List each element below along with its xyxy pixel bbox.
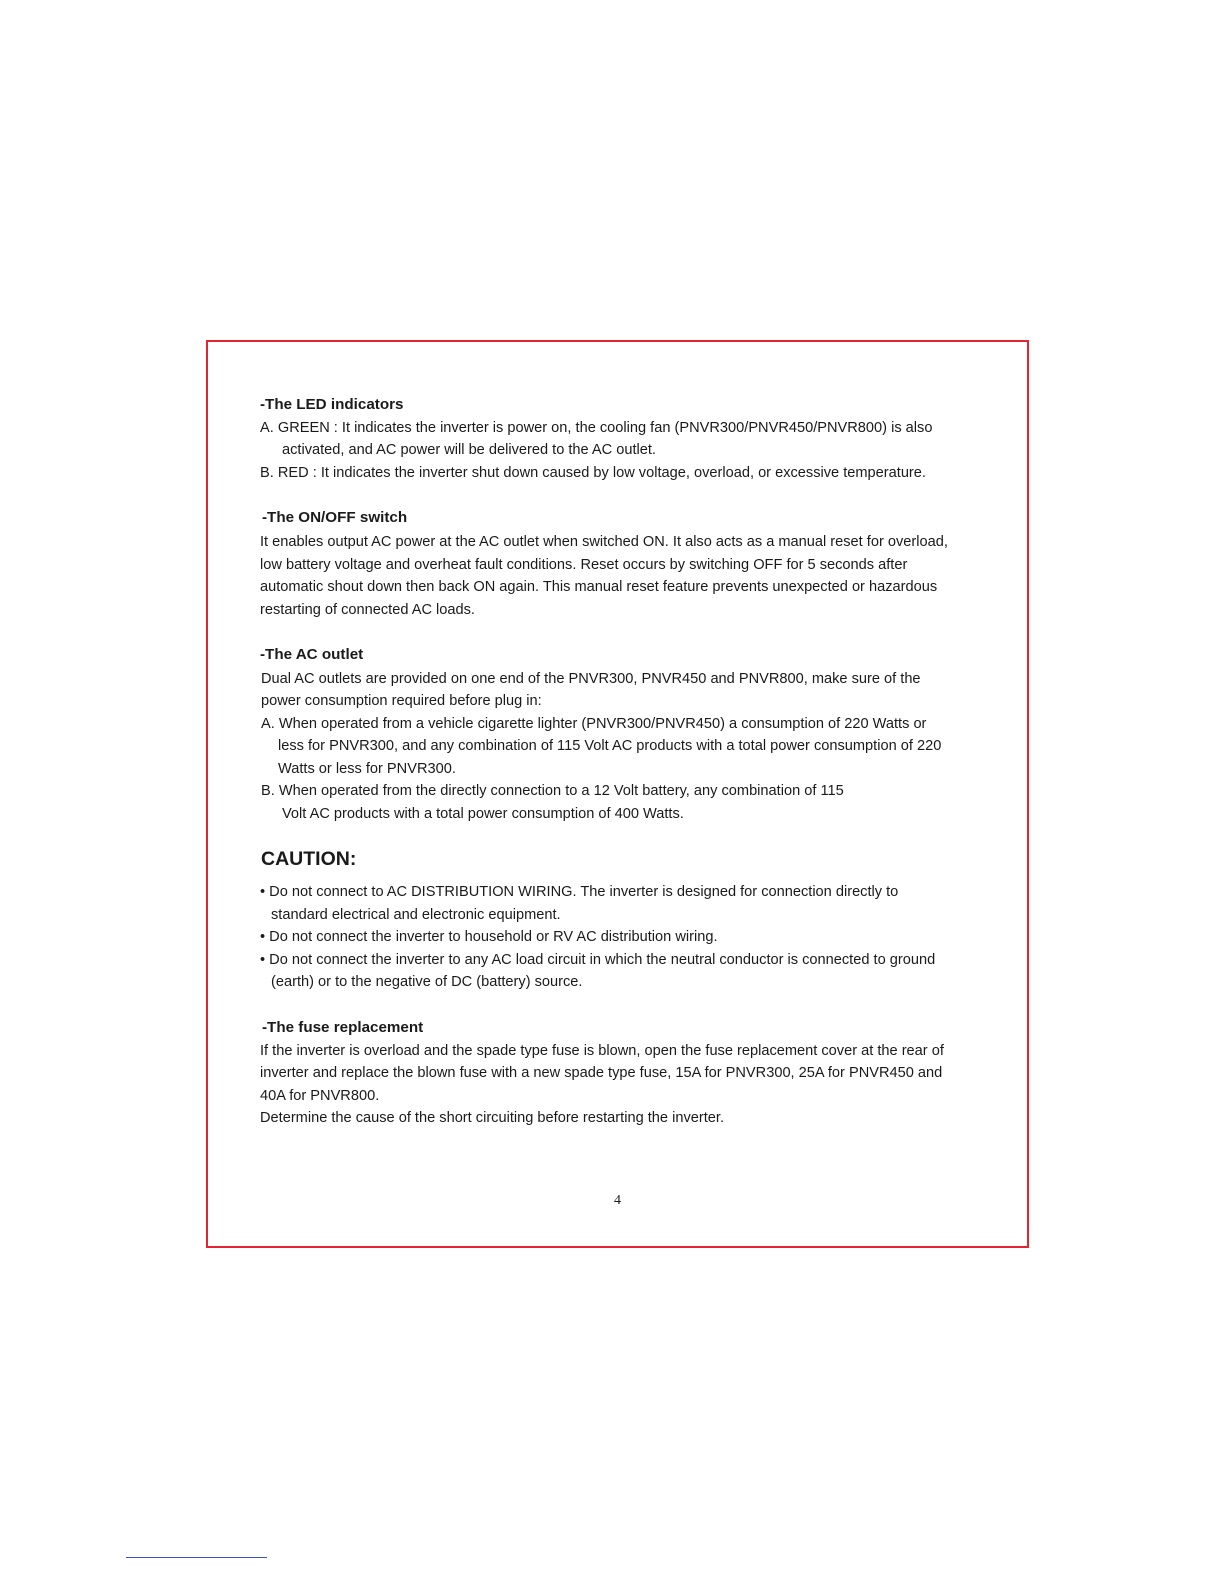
caution-line: (earth) or to the negative of DC (battery) source. (271, 974, 583, 990)
footnote-rule (126, 1557, 267, 1558)
caution-line: • Do not connect the inverter to any AC load circuit in which the neutral conductor is connected to ground (260, 952, 936, 968)
led-line: activated, and AC power will be delivered to the AC outlet. (282, 442, 656, 458)
switch-line: It enables output AC power at the AC outlet when switched ON. It also acts as a manual reset for overload, (260, 534, 948, 550)
caution-line: • Do not connect the inverter to household or RV AC distribution wiring. (260, 929, 718, 945)
outlet-line: Volt AC products with a total power consumption of 400 Watts. (282, 806, 684, 822)
switch-line: restarting of connected AC loads. (260, 602, 475, 618)
switch-heading: -The ON/OFF switch (262, 509, 408, 526)
fuse-heading: -The fuse replacement (262, 1019, 424, 1036)
outlet-line: Watts or less for PNVR300. (278, 761, 456, 777)
fuse-line: If the inverter is overload and the spade type fuse is blown, open the fuse replacement cover at the rear of (260, 1043, 944, 1059)
led-line: B. RED : It indicates the inverter shut down caused by low voltage, overload, or excessive temperature. (260, 465, 926, 481)
fuse-line: Determine the cause of the short circuiting before restarting the inverter. (260, 1110, 724, 1126)
led-line: A. GREEN : It indicates the inverter is power on, the cooling fan (PNVR300/PNVR450/PNVR800) is also (260, 420, 933, 436)
outlet-line: less for PNVR300, and any combination of 115 Volt AC products with a total power consumption of 220 (278, 738, 942, 754)
outlet-line: A. When operated from a vehicle cigarette lighter (PNVR300/PNVR450) a consumption of 220 Watts or (261, 716, 927, 732)
outlet-line: Dual AC outlets are provided on one end of the PNVR300, PNVR450 and PNVR800, make sure of the (261, 671, 921, 687)
outlet-line: power consumption required before plug in: (261, 693, 542, 709)
caution-heading: CAUTION: (261, 848, 357, 870)
outlet-line: B. When operated from the directly connection to a 12 Volt battery, any combination of 115 (261, 783, 844, 799)
switch-line: automatic shout down then back ON again. This manual reset feature prevents unexpected or hazardous (260, 579, 938, 595)
page-number: 4 (614, 1193, 621, 1208)
fuse-line: 40A for PNVR800. (260, 1088, 380, 1104)
led-heading: -The LED indicators (260, 396, 404, 413)
fuse-line: inverter and replace the blown fuse with a new spade type fuse, 15A for PNVR300, 25A for PNVR450 and (260, 1065, 943, 1081)
switch-line: low battery voltage and overheat fault conditions. Reset occurs by switching OFF for 5 seconds after (260, 557, 908, 573)
caution-line: • Do not connect to AC DISTRIBUTION WIRING. The inverter is designed for connection directly to (260, 884, 899, 900)
outlet-heading: -The AC outlet (260, 646, 364, 663)
caution-line: standard electrical and electronic equipment. (271, 907, 561, 923)
